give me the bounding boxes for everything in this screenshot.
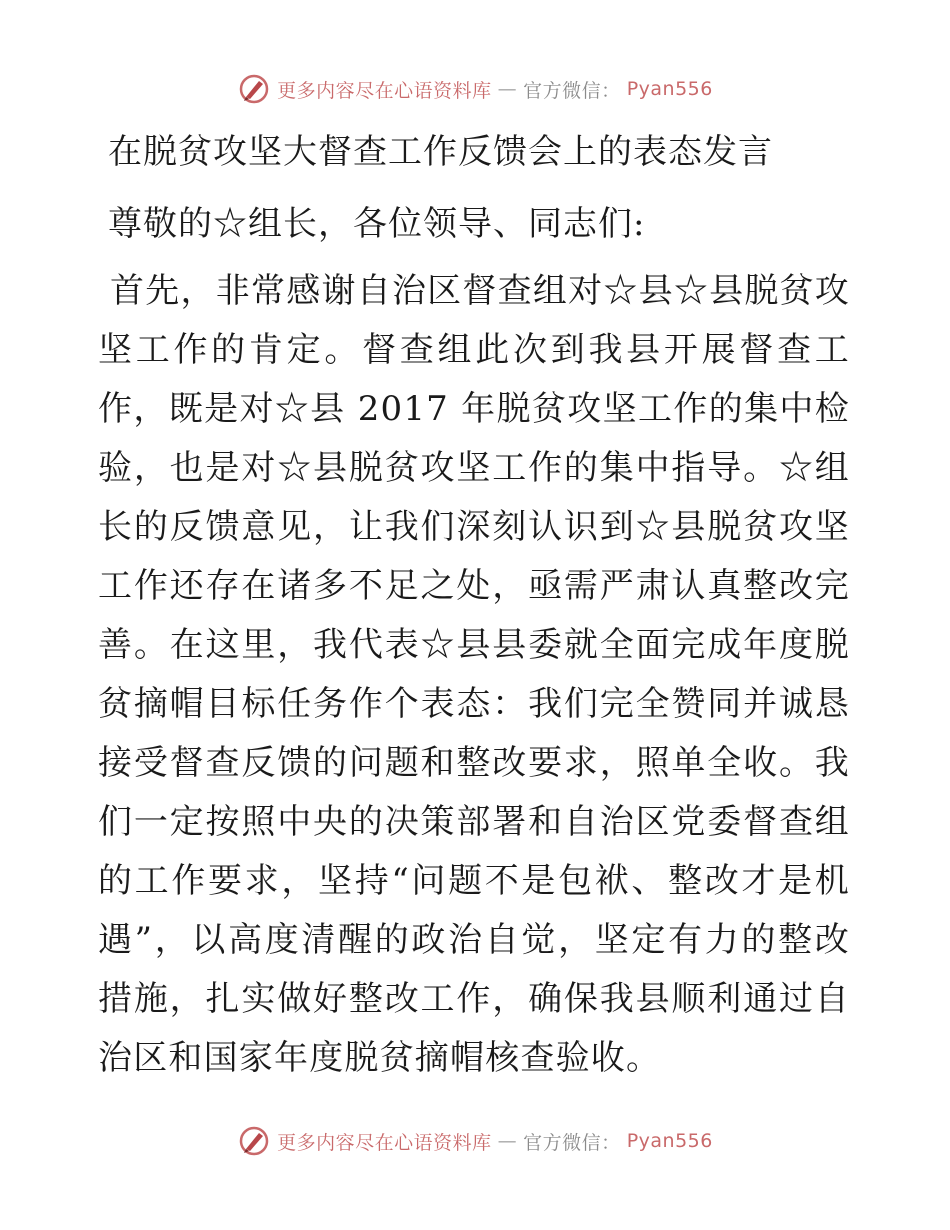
pen-circle-logo-icon — [237, 72, 271, 106]
pen-circle-logo-icon — [237, 1124, 271, 1158]
body-paragraph — [98, 262, 850, 1088]
watermark-label: 官方微信： — [523, 1131, 621, 1154]
watermark-main-text: 更多内容尽在心语资料库 — [277, 1131, 492, 1154]
watermark-label: 官方微信： — [523, 79, 621, 102]
watermark-dash: — — [497, 1130, 518, 1152]
body-paragraph-text: 首先，非常感谢自治区督查组对☆县☆县脱贫攻坚工作的肯定。督查组此次到我县开展督查工作，既是对☆县 2017 年脱贫攻坚工作的集中检验，也是对☆县脱贫攻坚工作的集中指导。☆组长的反馈意见，让我们深刻认识到☆县脱贫攻坚工作还存在诸多不足之处，亟需严肃认真整改完善。在这里，我代表☆县县委就全面完成年度脱贫摘帽目标任务作个表态：我们完全赞同并诚恳接受督查反馈的问题和整改要求，照单全收。我们一定按照中央的决策部署和自治区党委督查组的工作要求，坚持“问题不是包袱、整改才是机遇”，以高度清醒的政治自觉，坚定有力的整改措施，扎实做好整改工作，确保我县顺利通过自治区和国家年度脱贫摘帽核查验收。 — [98, 271, 850, 1078]
watermark-main-text: 更多内容尽在心语资料库 — [277, 79, 492, 102]
watermark-wechat-id: Pyan556 — [626, 78, 713, 100]
watermark-dash: — — [497, 78, 518, 100]
header-watermark — [0, 72, 950, 106]
watermark-wechat-id: Pyan556 — [626, 1130, 713, 1152]
salutation: 尊敬的☆组长，各位领导、同志们: — [108, 204, 646, 244]
document-title: 在脱贫攻坚大督查工作反馈会上的表态发言 — [108, 132, 773, 172]
footer-watermark — [0, 1124, 950, 1158]
